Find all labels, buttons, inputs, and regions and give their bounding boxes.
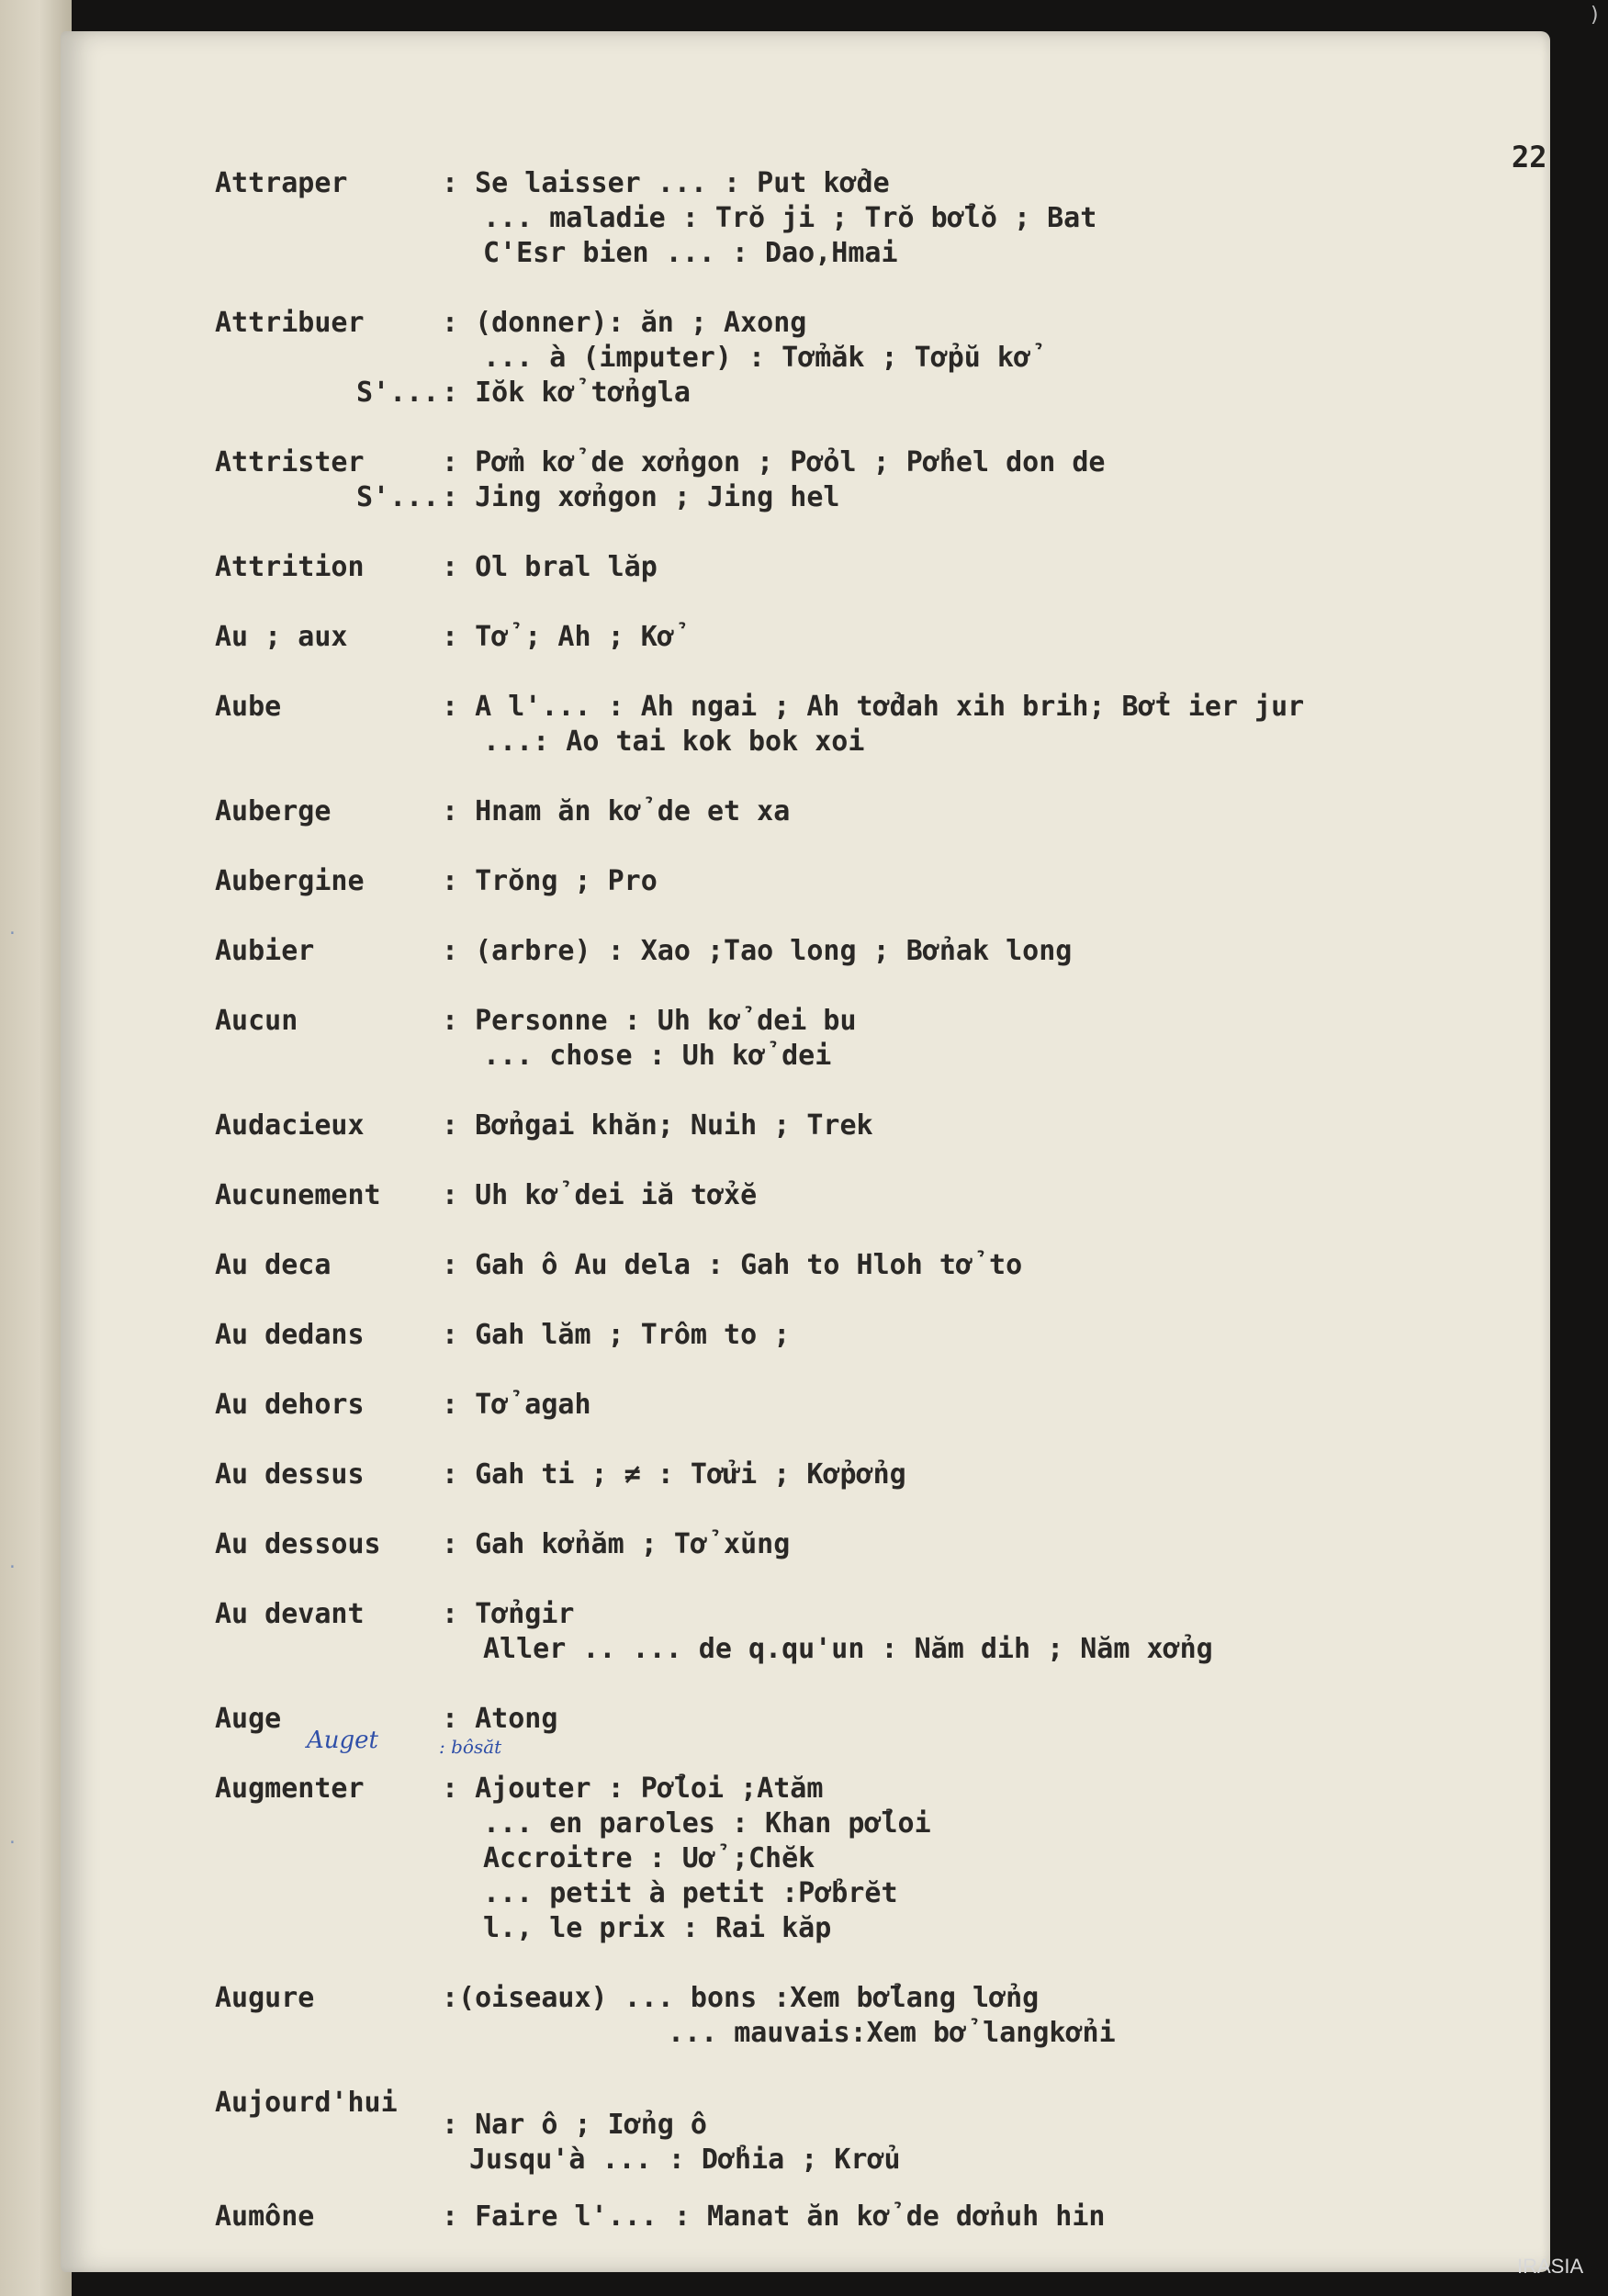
definition-line: : Faire l'... : Manat ăn kở de dởnuh hin — [442, 2200, 1106, 2233]
headword: Aube — [215, 691, 282, 723]
definition-line: : Gah ti ; ≠ : Tởưi ; Kởpởng — [442, 1458, 906, 1491]
definition-line: : Tở agah — [442, 1389, 591, 1421]
definition-line: : Uh kở dei iă tởxĕ — [442, 1179, 758, 1211]
definition-line: C'Esr bien ... : Dao,Hmai — [483, 237, 898, 269]
definition-line: Accroitre : Uở ;Chĕk — [483, 1842, 815, 1874]
definition-line: Aller .. ... de q.qu'un : Năm dih ; Năm xởng — [483, 1633, 1213, 1665]
headword: Au dessous — [215, 1528, 381, 1560]
definition-line: : Hnam ăn kở de et xa — [442, 795, 791, 827]
definition-line: : Ol bral lăp — [442, 551, 658, 583]
definition-line: : Trŏng ; Pro — [442, 865, 658, 897]
sub-headword: S'... — [356, 377, 440, 409]
dictionary-page — [61, 31, 1550, 2272]
definition-line: : Ajouter : Pởloi ;Atăm — [442, 1773, 824, 1805]
definition-line: : (arbre) : Xao ;Tao long ; Bởnak long — [442, 935, 1073, 967]
definition-line: : Pởm kở de xởngon ; Pởol ; Pởhel don de — [442, 446, 1106, 478]
headword: Au devant — [215, 1598, 365, 1630]
headword: Attrition — [215, 551, 365, 583]
headword: Au deca — [215, 1249, 332, 1281]
definition-line: : (donner): ăn ; Axong — [442, 307, 807, 339]
headword: Aubier — [215, 935, 315, 967]
headword: Au ; aux — [215, 621, 348, 653]
definition-line: ... en paroles : Khan pởloi — [483, 1807, 931, 1840]
definition-line: : Atong — [442, 1703, 558, 1735]
definition-line: : Bởngai khăn; Nuih ; Trek — [442, 1109, 873, 1142]
headword: Aumône — [215, 2200, 315, 2233]
definition-line: : Se laisser ... : Put kởde — [442, 167, 890, 199]
definition-line: ... à (imputer) : Tởmăk ; Tởpŭ kở — [483, 342, 1031, 374]
spine-mark: · — [7, 924, 17, 943]
headword: Attribuer — [215, 307, 365, 339]
headword: Audacieux — [215, 1109, 365, 1142]
spine-mark: · — [7, 1558, 17, 1577]
headword: Augmenter — [215, 1773, 365, 1805]
definition-line: : Jing xởngon ; Jing hel — [442, 481, 840, 513]
handwritten-annotation-definition: : bôsăt — [439, 1736, 502, 1758]
spine-mark: · — [7, 1833, 17, 1852]
headword: Auberge — [215, 795, 332, 827]
headword: Aucun — [215, 1005, 298, 1037]
definition-line: : Gah lăm ; Trôm to ; — [442, 1319, 791, 1351]
headword: Au dedans — [215, 1319, 365, 1351]
definition-line: ... petit à petit :Pởbrĕt — [483, 1877, 898, 1909]
handwritten-annotation-headword: Auget — [307, 1727, 378, 1754]
definition-line: : A l'... : Ah ngai ; Ah tởdah xih brih; Bởt ier jur — [442, 691, 1305, 723]
headword: Au dessus — [215, 1458, 365, 1491]
definition-line: : Personne : Uh kở dei bu — [442, 1005, 857, 1037]
definition-line: : Gah kởnăm ; Tở xŭng — [442, 1528, 791, 1560]
definition-line: : Tở ; Ah ; Kở — [442, 621, 674, 653]
headword: Attrister — [215, 446, 365, 478]
definition-line: ... mauvais:Xem bở langkởni — [668, 2017, 1116, 2049]
headword: Aucunement — [215, 1179, 381, 1211]
headword: Auge — [215, 1703, 282, 1735]
corner-mark: ) — [1589, 4, 1602, 27]
definition-line: : Gah ô Au dela : Gah to Hloh tở to — [442, 1249, 1023, 1281]
headword: Aubergine — [215, 865, 365, 897]
page-number: 22 — [1512, 140, 1547, 174]
watermark-text: IRASIA — [1517, 2255, 1584, 2278]
definition-line: Jusqu'à ... : Dởhia ; Krởu — [469, 2144, 901, 2176]
definition-line: ...: Ao tai kok bok xoi — [483, 726, 865, 758]
definition-line: ... maladie : Trŏ ji ; Trŏ bởlŏ ; Bat — [483, 202, 1097, 234]
headword: Augure — [215, 1982, 315, 2014]
definition-line: l., le prix : Rai kăp — [483, 1912, 832, 1944]
definition-line: : Iŏk kở tởngla — [442, 377, 691, 409]
headword: Au dehors — [215, 1389, 365, 1421]
headword: Attraper — [215, 167, 348, 199]
definition-line: ... chose : Uh kở dei — [483, 1040, 832, 1072]
definition-line: : Tởngir — [442, 1598, 575, 1630]
headword: Aujourd'hui — [215, 2087, 398, 2119]
sub-headword: S'... — [356, 481, 440, 513]
definition-line: :(oiseaux) ... bons :Xem bởlang lởng — [442, 1982, 1040, 2014]
definition-line: : Nar ô ; Iởng ô — [442, 2109, 707, 2141]
